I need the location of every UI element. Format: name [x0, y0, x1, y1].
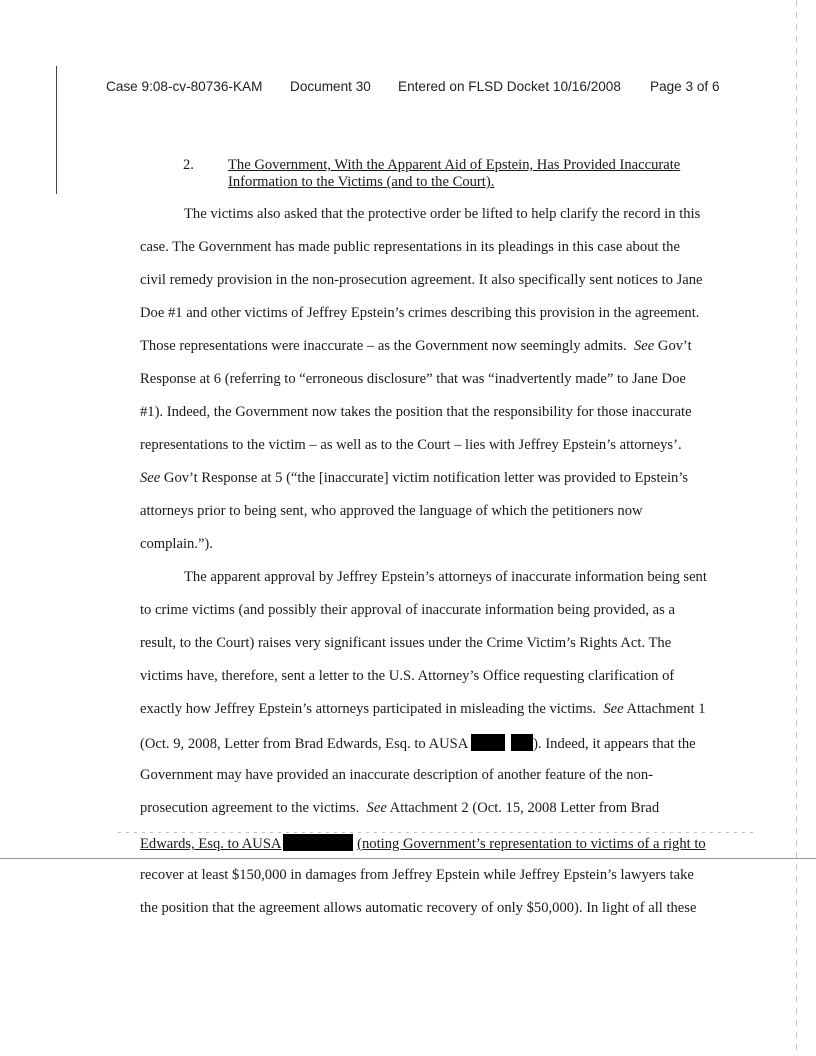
text-segment: (Oct. 9, 2008, Letter from Brad Edwards, Esq. to AUSA [140, 736, 468, 752]
text-segment: (noting Government’s representation to victims of a right to [357, 836, 706, 852]
section-title: The Government, With the Apparent Aid of Epstein, Has Provided Inaccurate Information to the Victims (and to the Court). [228, 157, 681, 190]
text-line [140, 470, 688, 487]
redaction-box [471, 734, 505, 751]
text-segment: Those representations were inaccurate – as the Government now seemingly admits. [140, 338, 627, 354]
header-document: Document 30 [290, 79, 371, 94]
text-segment: prosecution agreement to the victims. [140, 800, 360, 816]
redaction-box [283, 834, 353, 851]
text-line: case. The Government has made public representations in its pleadings in this case about the [140, 239, 680, 255]
text-segment: ). Indeed, it appears that the [533, 736, 696, 752]
text-segment: exactly how Jeffrey Epstein’s attorneys participated in misleading the victims. [140, 701, 597, 717]
text-line: #1). Indeed, the Government now takes the position that the responsibility for those inaccurate [140, 404, 692, 420]
text-segment: Attachment 1 [626, 701, 706, 717]
text-segment: Gov’t [657, 338, 692, 354]
header-page: Page 3 of 6 [650, 79, 720, 94]
text-line [140, 800, 659, 817]
text-line: representations to the victim – as well as to the Court – lies with Jeffrey Epstein’s attorneys’. [140, 437, 682, 453]
text-line: The apparent approval by Jeffrey Epstein’s attorneys of inaccurate information being sent [184, 569, 707, 585]
text-line: Government may have provided an inaccurate description of another feature of the non- [140, 767, 654, 783]
text-line: civil remedy provision in the non-prosecution agreement. It also specifically sent notices to Jane [140, 272, 703, 288]
redaction-box [511, 734, 533, 751]
text-line: The victims also asked that the protective order be lifted to help clarify the record in this [184, 206, 701, 222]
scan-edge [796, 0, 797, 1056]
text-segment: Gov’t Response at 5 (“the [inaccurate] victim notification letter was provided to Epstein’s [163, 470, 689, 486]
citation-signal: See [140, 470, 161, 486]
header-case-number: Case 9:08-cv-80736-KAM [106, 79, 263, 94]
text-segment: Edwards, Esq. to AUSA [140, 836, 282, 852]
text-line: recover at least $150,000 in damages from Jeffrey Epstein while Jeffrey Epstein’s lawyers take [140, 867, 694, 883]
text-line: complain.”). [140, 536, 213, 552]
citation-signal: See [634, 338, 655, 354]
text-line: result, to the Court) raises very significant issues under the Crime Victim’s Rights Act. The [140, 635, 672, 651]
text-line: the position that the agreement allows automatic recovery of only $50,000). In light of all these [140, 900, 697, 916]
header-entered: Entered on FLSD Docket 10/16/2008 [398, 79, 621, 94]
section-number: 2. [183, 157, 194, 173]
text-line [140, 734, 696, 753]
text-line [140, 834, 706, 853]
scan-margin-line [56, 66, 57, 194]
scan-artifact-line [0, 858, 816, 859]
scan-artifact-dots [118, 832, 758, 833]
text-segment: Attachment 2 (Oct. 15, 2008 Letter from Brad [389, 800, 660, 816]
text-line: to crime victims (and possibly their approval of inaccurate information being provided, as a [140, 602, 675, 618]
text-line [140, 701, 706, 718]
citation-signal: See [603, 701, 624, 717]
text-line: Response at 6 (referring to “erroneous disclosure” that was “inadvertently made” to Jane Doe [140, 371, 686, 387]
text-line: attorneys prior to being sent, who approved the language of which the petitioners now [140, 503, 643, 519]
citation-signal: See [366, 800, 387, 816]
text-line: Doe #1 and other victims of Jeffrey Epstein’s crimes describing this provision in the agreement. [140, 305, 700, 321]
text-line [140, 338, 692, 355]
text-line: victims have, therefore, sent a letter to the U.S. Attorney’s Office requesting clarification of [140, 668, 675, 684]
